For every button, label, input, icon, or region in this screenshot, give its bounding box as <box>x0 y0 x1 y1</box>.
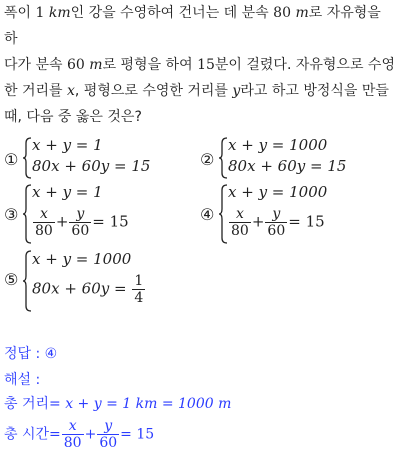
answer-value: ④ <box>44 346 58 362</box>
option-2-mark: ② <box>200 150 215 169</box>
frac-denominator: 80 <box>63 435 82 451</box>
option-3-eq-1: x + y = 1 <box>32 183 103 201</box>
option-1-brace <box>22 137 32 179</box>
answer-line <box>4 343 57 363</box>
equals-sign: = <box>49 426 61 443</box>
option-1-eq-2: 80x + 60y = 15 <box>32 157 151 175</box>
frac-numerator: y <box>104 418 113 434</box>
frac-denominator: 60 <box>267 223 286 239</box>
option-3-brace <box>22 184 32 244</box>
plus-sign: + <box>251 212 265 231</box>
option-5-mark: ⑤ <box>4 270 19 289</box>
option-4-brace <box>218 184 228 244</box>
frac-numerator: x <box>68 418 77 434</box>
question-line-3: 한 거리를 x, 평형으로 수영한 거리를 y라고 하고 방정식을 만들 <box>4 83 389 99</box>
frac-numerator: x <box>235 206 244 222</box>
frac-numerator: x <box>39 206 48 222</box>
question-line-1: 폭이 1 km인 강을 수영하여 건너는 데 분속 80 m로 자유형을 하 <box>4 5 381 47</box>
option-1-mark: ① <box>4 150 19 169</box>
answer-label: 정답 : <box>4 346 45 362</box>
option-5-eq-1: x + y = 1000 <box>32 250 132 268</box>
frac-numerator: 1 <box>134 273 144 289</box>
option-3-mark: ③ <box>4 205 19 224</box>
plus-sign: + <box>84 426 97 443</box>
total-distance-label: 총 거리 <box>4 396 50 412</box>
option-2-eq-1: x + y = 1000 <box>228 136 328 154</box>
frac-denominator: 80 <box>35 223 53 239</box>
option-5-lhs: 80x + 60y = <box>32 279 127 298</box>
total-time-label: 총 시간 <box>4 426 50 443</box>
frac-denominator: 60 <box>99 435 118 451</box>
total-time-result: = 15 <box>120 426 155 443</box>
option-2-brace <box>218 137 228 179</box>
frac-denominator: 4 <box>134 290 144 306</box>
equals-value: = 15 <box>288 212 325 231</box>
frac-numerator: y <box>272 206 281 222</box>
option-1-eq-1: x + y = 1 <box>32 136 103 154</box>
question-line-4: 때, 다음 중 옳은 것은? <box>4 109 142 125</box>
option-5-brace <box>22 250 32 312</box>
frac-numerator: y <box>76 206 85 222</box>
total-time-line <box>4 418 154 451</box>
explanation-label: 해설 : <box>4 372 41 388</box>
option-4-mark: ④ <box>200 205 215 224</box>
option-2-eq-2: 80x + 60y = 15 <box>228 157 347 175</box>
plus-sign: + <box>55 212 69 231</box>
option-3-eq-2 <box>32 206 129 239</box>
total-distance-line <box>4 393 231 413</box>
total-distance-expr: = x + y = 1 km = 1000 m <box>49 396 232 412</box>
option-4-eq-1: x + y = 1000 <box>228 183 328 201</box>
option-4-eq-2 <box>228 206 325 239</box>
option-5-eq-2 <box>32 273 146 306</box>
equals-value: = 15 <box>92 212 129 231</box>
question-line-2: 다가 분속 60 m로 평형을 하여 15분이 걸렸다. 자유형으로 수영 <box>4 57 395 73</box>
question-text <box>4 0 398 130</box>
frac-denominator: 60 <box>71 223 90 239</box>
frac-denominator: 80 <box>231 223 249 239</box>
